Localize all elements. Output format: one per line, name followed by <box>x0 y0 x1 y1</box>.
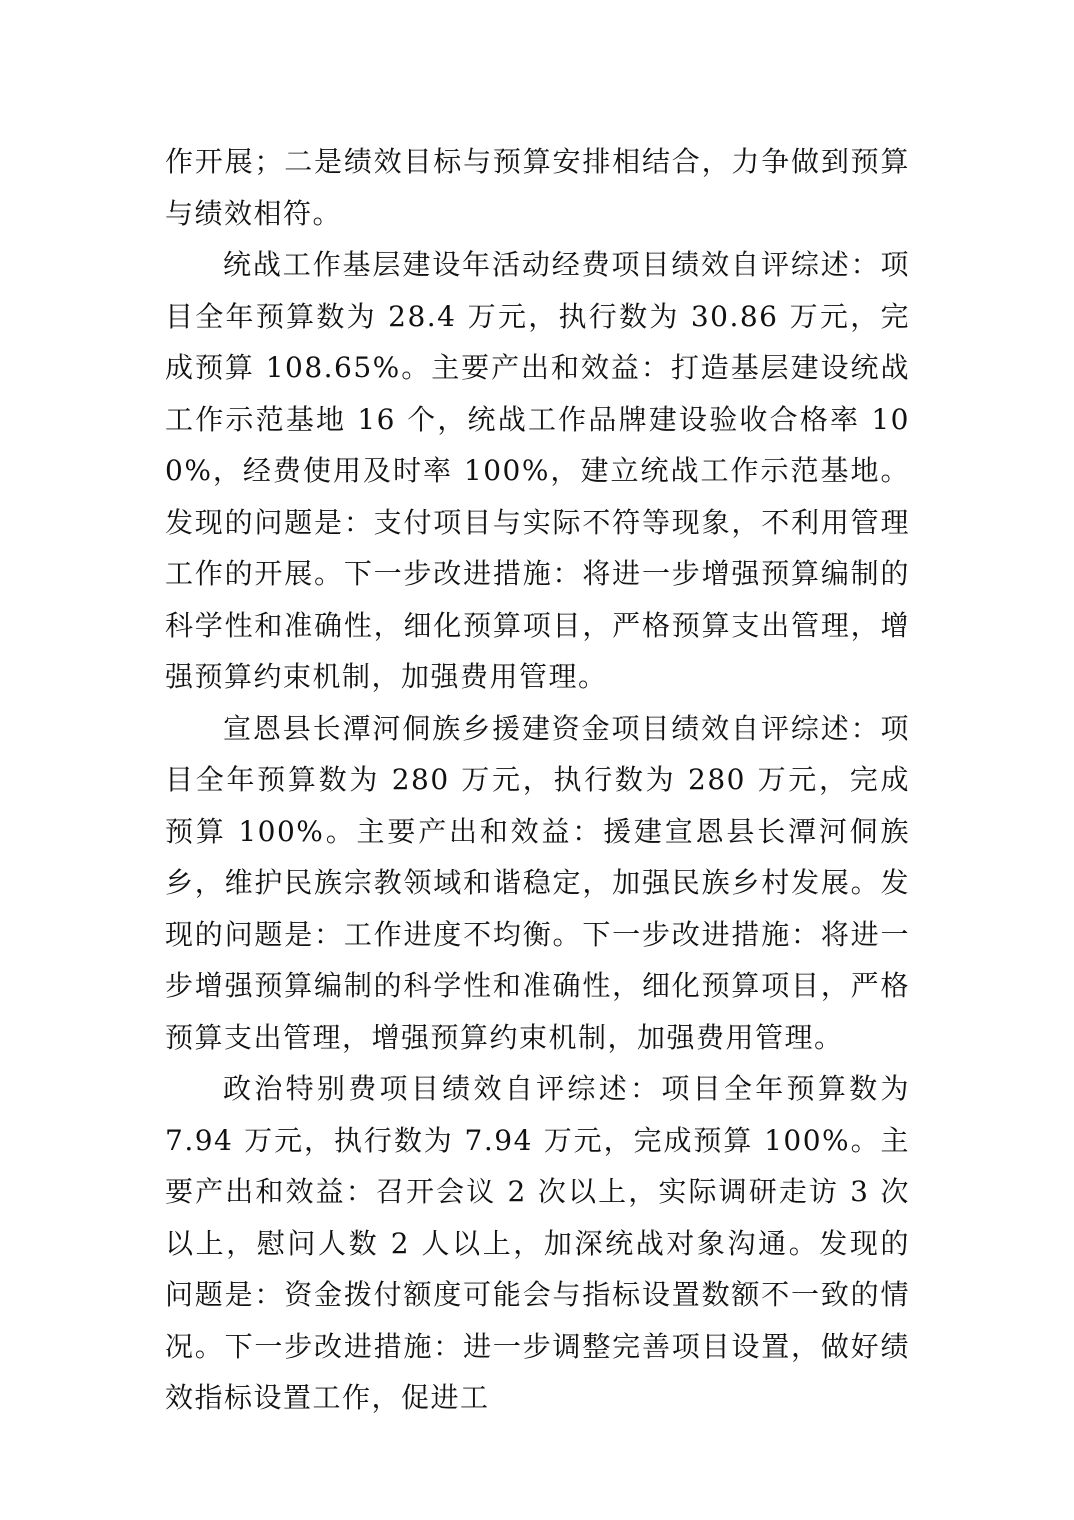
paragraph-xuanen-aid: 宣恩县长潭河侗族乡援建资金项目绩效自评综述：项目全年预算数为 280 万元，执行数为 280 万元，完成预算 100%。主要产出和效益：援建宣恩县长潭河侗族乡，维护民族宗教领域和谐稳定，加强民族乡村发展。发现的问题是：工作进度不均衡。下一步改进措施：将进一步增强预算编制的科学性和准确性，细化预算项目，严格预算支出管理，增强预算约束机制，加强费用管理。 <box>165 711 910 1054</box>
paragraph-united-front-grassroots: 统战工作基层建设年活动经费项目绩效自评综述：项目全年预算数为 28.4 万元，执行数为 30.86 万元，完成预算 108.65%。主要产出和效益：打造基层建设统战工作示范基地 16 个，统战工作品牌建设验收合格率 100%，经费使用及时率 100%，建立统战工作示范基地。发现的问题是：支付项目与实际不符等现象，不利用管理工作的开展。下一步改进措施：将进一步增强预算编制的科学性和准确性，细化预算项目，严格预算支出管理，增强预算约束机制，加强费用管理。 <box>165 248 910 693</box>
paragraph-political-special-fee: 政治特别费项目绩效自评综述：项目全年预算数为 7.94 万元，执行数为 7.94 万元，完成预算 100%。主要产出和效益：召开会议 2 次以上，实际调研走访 3 次以上，慰问人数 2 人以上，加深统战对象沟通。发现的问题是：资金拨付额度可能会与指标设置数额不一致的情况。下一步改进措施：进一步调整完善项目设置，做好绩效指标设置工作，促进工 <box>165 1072 910 1414</box>
paragraph-continuation: 作开展；二是绩效目标与预算安排相结合，力争做到预算与绩效相符。 <box>165 145 910 230</box>
document-body <box>165 136 910 1424</box>
